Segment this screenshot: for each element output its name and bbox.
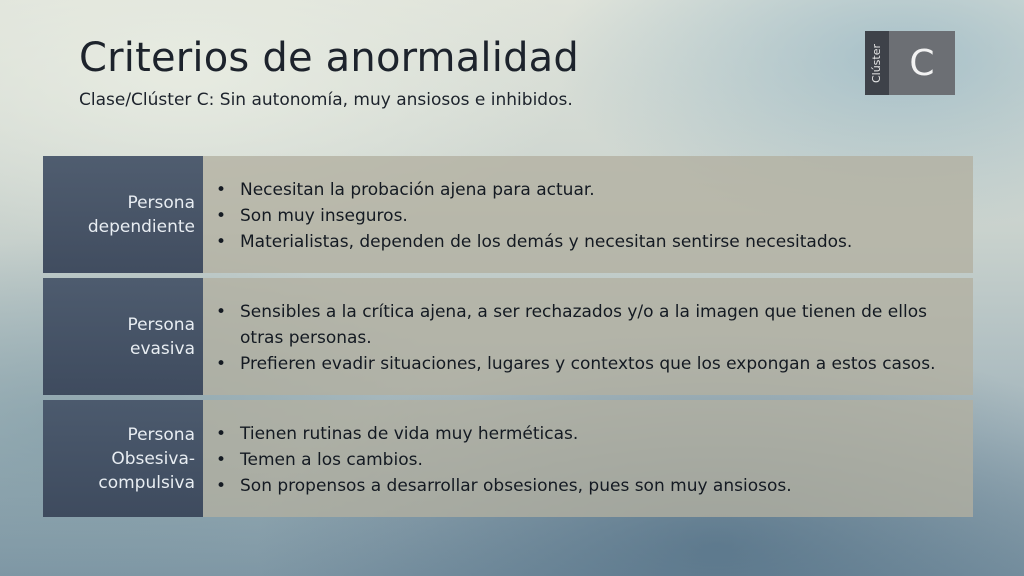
cluster-badge-tag: [865, 31, 889, 95]
bullet-list: [211, 421, 955, 499]
row-label: [43, 400, 203, 517]
criteria-table: [43, 156, 973, 522]
row-label-line: compulsiva: [98, 472, 195, 493]
list-item: [211, 421, 955, 447]
row-label-line: Obsesiva-: [111, 448, 195, 469]
table-row-obsesiva-compulsiva: [43, 400, 973, 517]
list-item: [211, 473, 955, 499]
cluster-badge-tag-text: Clúster: [870, 43, 884, 83]
bullet-list: [211, 177, 955, 255]
row-label-line: Persona: [127, 424, 195, 445]
bullet-icon: •: [215, 449, 227, 470]
row-body: [203, 400, 973, 517]
cluster-badge-letter: C: [889, 31, 955, 95]
list-item-text: Prefieren evadir situaciones, lugares y contextos que los expongan a estos casos.: [240, 353, 936, 374]
cluster-badge: [865, 31, 955, 95]
list-item-text: Necesitan la probación ajena para actuar.: [240, 179, 595, 200]
table-row-evasiva: [43, 278, 973, 395]
row-body: [203, 278, 973, 395]
row-label-line: evasiva: [130, 338, 195, 359]
bullet-list: [211, 299, 955, 377]
slide-title: Criterios de anormalidad: [79, 35, 579, 81]
row-label-line: Persona: [127, 192, 195, 213]
row-label: [43, 156, 203, 273]
list-item-text: Son propensos a desarrollar obsesiones, pues son muy ansiosos.: [240, 475, 792, 496]
table-row-dependiente: [43, 156, 973, 273]
list-item-text: Temen a los cambios.: [240, 449, 423, 470]
list-item-text: Tienen rutinas de vida muy herméticas.: [240, 423, 579, 444]
list-item: [211, 177, 955, 203]
row-label-line: dependiente: [87, 216, 195, 237]
bullet-icon: •: [215, 423, 227, 444]
bullet-icon: •: [215, 353, 227, 374]
list-item: [211, 299, 955, 351]
list-item-text: Son muy inseguros.: [240, 205, 408, 226]
bullet-icon: •: [215, 179, 227, 200]
bullet-icon: •: [215, 301, 227, 322]
list-item: [211, 229, 955, 255]
list-item-text: Materialistas, dependen de los demás y necesitan sentirse necesitados.: [240, 231, 853, 252]
row-label: [43, 278, 203, 395]
bullet-icon: •: [215, 231, 227, 252]
list-item-text: Sensibles a la crítica ajena, a ser rechazados y/o a la imagen que tienen de ellos otras personas.: [240, 301, 927, 348]
slide-subtitle: Clase/Clúster C: Sin autonomía, muy ansiosos e inhibidos.: [79, 90, 573, 110]
row-label-line: Persona: [127, 314, 195, 335]
bullet-icon: •: [215, 205, 227, 226]
bullet-icon: •: [215, 475, 227, 496]
list-item: [211, 203, 955, 229]
list-item: [211, 447, 955, 473]
row-body: [203, 156, 973, 273]
list-item: [211, 351, 955, 377]
